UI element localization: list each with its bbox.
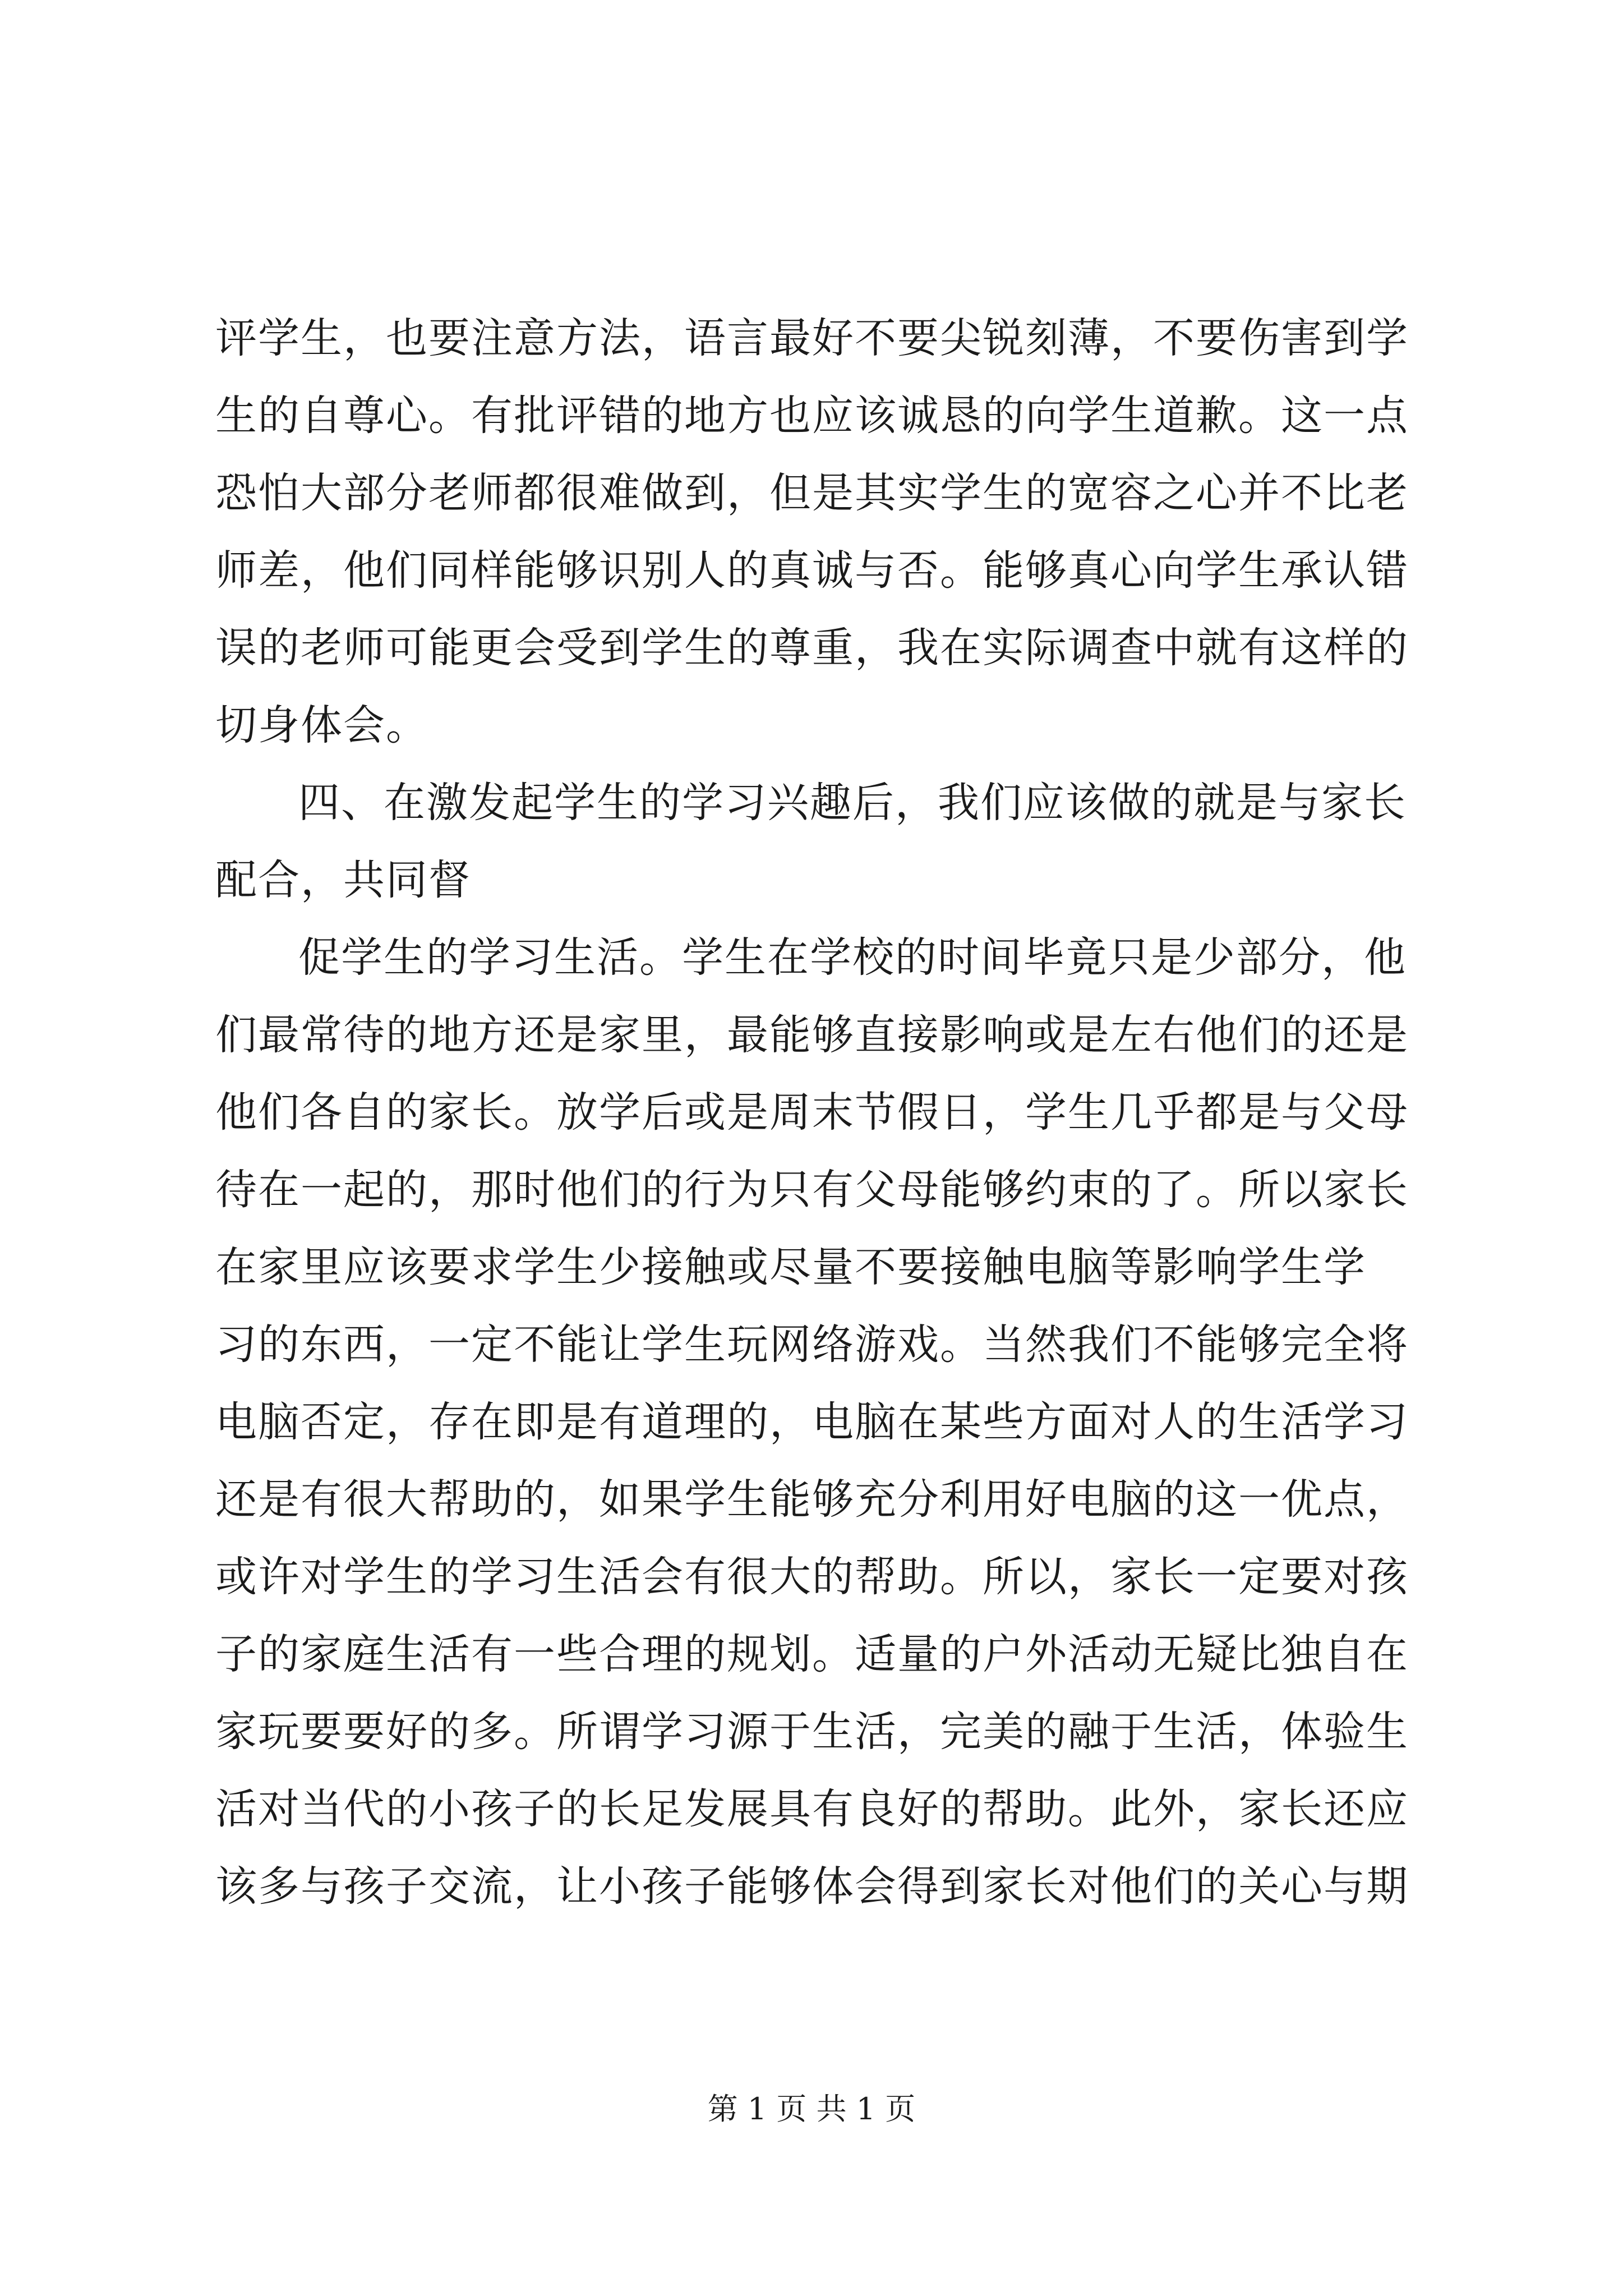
text-line: 子的家庭生活有一些合理的规划。适量的户外活动无疑比独自在 — [215, 1630, 1409, 1678]
section-heading-line: 配合，共同督 — [215, 856, 471, 904]
text-line: 生的自尊心。有批评错的地方也应该诚恳的向学生道歉。这一点 — [215, 392, 1409, 440]
document-body — [215, 300, 1421, 1925]
text-line: 恐怕大部分老师都很难做到，但是其实学生的宽容之心并不比老 — [215, 469, 1409, 517]
text-line: 活对当代的小孩子的长足发展具有良好的帮助。此外，家长还应 — [215, 1785, 1409, 1833]
text-line: 家玩要要好的多。所谓学习源于生活，完美的融于生活，体验生 — [215, 1708, 1409, 1756]
text-line: 该多与孩子交流，让小孩子能够体会得到家长对他们的关心与期 — [215, 1862, 1409, 1911]
text-line: 电脑否定，存在即是有道理的，电脑在某些方面对人的生活学习 — [215, 1398, 1409, 1446]
text-line: 待在一起的，那时他们的行为只有父母能够约束的了。所以家长 — [215, 1166, 1409, 1214]
text-line: 习的东西，一定不能让学生玩网络游戏。当然我们不能够完全将 — [215, 1320, 1409, 1369]
text-line: 他们各自的家长。放学后或是周末节假日，学生几乎都是与父母 — [215, 1088, 1409, 1137]
section-heading-line: 四、在激发起学生的学习兴趣后，我们应该做的就是与家长 — [298, 779, 1407, 827]
text-line: 误的老师可能更会受到学生的尊重，我在实际调查中就有这样的 — [215, 624, 1409, 672]
text-line: 还是有很大帮助的，如果学生能够充分利用好电脑的这一优点， — [215, 1475, 1409, 1524]
text-line: 们最常待的地方还是家里，最能够直接影响或是左右他们的还是 — [215, 1011, 1409, 1059]
text-line: 切身体会。 — [215, 701, 428, 749]
text-line: 师差，他们同样能够识别人的真诚与否。能够真心向学生承认错 — [215, 546, 1409, 595]
text-line: 在家里应该要求学生少接触或尽量不要接触电脑等影响学生学 — [215, 1243, 1366, 1291]
text-line: 或许对学生的学习生活会有很大的帮助。所以，家长一定要对孩 — [215, 1553, 1409, 1601]
page-number-footer: 第 1 页 共 1 页 — [707, 2091, 916, 2127]
text-line: 评学生，也要注意方法，语言最好不要尖锐刻薄，不要伤害到学 — [215, 314, 1409, 362]
paragraph-first-line: 促学生的学习生活。学生在学校的时间毕竟只是少部分，他 — [298, 933, 1407, 982]
